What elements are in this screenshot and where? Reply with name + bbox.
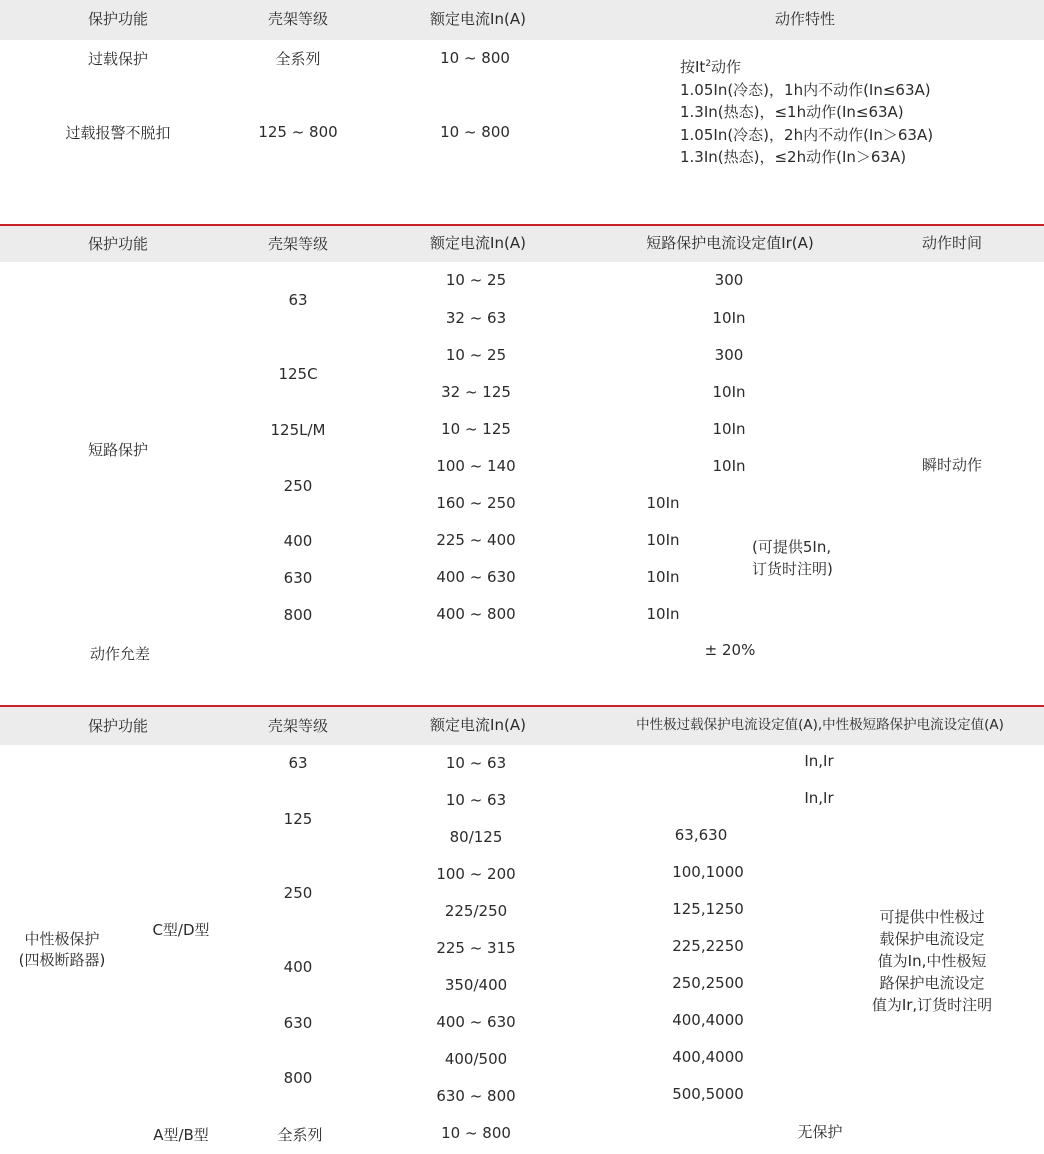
table3-current: 10 ~ 63 xyxy=(445,754,507,772)
table3-frame: 125 xyxy=(283,810,313,828)
table3-current: 100 ~ 200 xyxy=(436,865,516,883)
table3-frame: 800 xyxy=(283,1069,313,1087)
table2-header-function: 保护功能 xyxy=(87,235,149,253)
note-line: 载保护电流设定 xyxy=(879,930,985,948)
table1-header-current: 额定电流In(A) xyxy=(430,10,526,28)
characteristic-line: 1.3In(热态)，≤1h动作(In≤63A) xyxy=(680,103,904,121)
table3-setting: 400,4000 xyxy=(672,1048,744,1066)
table2-frame: 630 xyxy=(283,569,313,587)
table2-function: 短路保护 xyxy=(87,441,149,459)
table3-frame: 250 xyxy=(283,884,313,902)
table3-setting: 225,2250 xyxy=(672,937,744,955)
table2-header-action-time: 动作时间 xyxy=(921,234,983,252)
table3-setting: 250,2500 xyxy=(672,974,744,992)
table2-current: 10 ~ 25 xyxy=(445,271,507,289)
table1-header-function: 保护功能 xyxy=(87,10,149,28)
table2-current: 100 ~ 140 xyxy=(436,457,516,475)
table2-setting: 300 xyxy=(714,271,744,289)
table2-frame: 125C xyxy=(278,365,318,383)
table3-setting: 100,1000 xyxy=(672,863,744,881)
table2-tolerance-value: ± 20% xyxy=(704,641,756,659)
table3-header-setting: 中性极过载保护电流设定值(A),中性极短路保护电流设定值(A) xyxy=(636,717,1004,733)
table3-setting: In,Ir xyxy=(804,789,834,807)
table3-current: 10 ~ 63 xyxy=(445,791,507,809)
table2-frame: 63 xyxy=(288,291,308,309)
table2-action-time: 瞬时动作 xyxy=(921,456,983,474)
table1-row1-current: 10 ~ 800 xyxy=(440,49,510,67)
table3-setting: 63,630 xyxy=(674,826,728,844)
table3-current: 225/250 xyxy=(444,902,508,920)
table3-frame: 630 xyxy=(283,1014,313,1032)
table3-setting-note xyxy=(872,906,992,1016)
table2-setting: 10In xyxy=(712,309,746,327)
note-line: 路保护电流设定 xyxy=(879,974,985,992)
characteristic-title: 按It$^2$动作 xyxy=(680,58,742,76)
note-line: 值为Ir,订货时注明 xyxy=(871,996,993,1014)
table2-current: 10 ~ 25 xyxy=(445,346,507,364)
table3-setting: 500,5000 xyxy=(672,1085,744,1103)
table2-setting: 10In xyxy=(646,568,680,586)
table3-type-ab: A型/B型 xyxy=(153,1126,209,1144)
table2-setting-note xyxy=(752,536,833,580)
table3-current: 80/125 xyxy=(449,828,503,846)
table2-setting: 10In xyxy=(712,420,746,438)
table2-tolerance-label: 动作允差 xyxy=(89,645,151,663)
table2-setting: 300 xyxy=(714,346,744,364)
table1-header-frame: 壳架等级 xyxy=(267,10,329,28)
note-line: (可提供5In, xyxy=(752,538,832,556)
table2-header-frame: 壳架等级 xyxy=(267,235,329,253)
table3-function xyxy=(19,929,106,971)
table3-header-function: 保护功能 xyxy=(87,717,149,735)
table3-header-frame: 壳架等级 xyxy=(267,717,329,735)
note-line: 可提供中性极过 xyxy=(879,908,985,926)
table3-type-cd: C型/D型 xyxy=(152,921,210,939)
table2-current: 400 ~ 630 xyxy=(436,568,516,586)
table1-row1-frame: 全系列 xyxy=(275,50,321,68)
table1-row2-current: 10 ~ 800 xyxy=(440,123,510,141)
table2-current: 225 ~ 400 xyxy=(436,531,516,549)
table3-setting: 125,1250 xyxy=(672,900,744,918)
table2-setting: 10In xyxy=(646,605,680,623)
table3-current: 350/400 xyxy=(444,976,508,994)
table2-frame: 250 xyxy=(283,477,313,495)
table3-current-ab: 10 ~ 800 xyxy=(441,1124,511,1142)
characteristic-line: 1.05In(冷态)，2h内不动作(In＞63A) xyxy=(680,125,934,144)
table2-frame: 125L/M xyxy=(270,421,326,439)
table3-setting: 400,4000 xyxy=(672,1011,744,1029)
table1-header-characteristic: 动作特性 xyxy=(774,10,836,28)
function-line: (四极断路器) xyxy=(18,951,106,969)
table2-setting: 10In xyxy=(712,457,746,475)
table3-current: 400/500 xyxy=(444,1050,508,1068)
table3-current: 630 ~ 800 xyxy=(436,1087,516,1105)
characteristic-line: 1.05In(冷态)，1h内不动作(In≤63A) xyxy=(680,80,931,99)
note-line: 值为In,中性极短 xyxy=(877,952,987,970)
table2-current: 32 ~ 125 xyxy=(441,383,511,401)
table3-current: 400 ~ 630 xyxy=(436,1013,516,1031)
characteristic-line: 1.3In(热态)，≤2h动作(In＞63A) xyxy=(680,148,907,166)
table3-current: 225 ~ 315 xyxy=(436,939,516,957)
note-line: 订货时注明) xyxy=(752,560,833,578)
table3-setting: In,Ir xyxy=(804,752,834,770)
function-line: 中性极保护 xyxy=(24,930,100,948)
table2-setting: 10In xyxy=(646,531,680,549)
table2-header-current: 额定电流In(A) xyxy=(430,234,526,252)
table3-frame-ab: 全系列 xyxy=(277,1126,323,1144)
table1-row2-function: 过载报警不脱扣 xyxy=(65,124,171,142)
table2-setting: 10In xyxy=(646,494,680,512)
table2-setting: 10In xyxy=(712,383,746,401)
table2-current: 160 ~ 250 xyxy=(436,494,516,512)
table3-setting-ab: 无保护 xyxy=(797,1123,843,1141)
table1-characteristic xyxy=(680,56,933,169)
table3-frame: 63 xyxy=(288,754,308,772)
table1-row2-frame: 125 ~ 800 xyxy=(258,123,338,141)
table3-frame: 400 xyxy=(283,958,313,976)
table2-header-setting: 短路保护电流设定值Ir(A) xyxy=(646,234,814,252)
table2-frame: 800 xyxy=(283,606,313,624)
table2-current: 10 ~ 125 xyxy=(441,420,511,438)
table2-current: 32 ~ 63 xyxy=(445,309,507,327)
table2-current: 400 ~ 800 xyxy=(436,605,516,623)
table2-frame: 400 xyxy=(283,532,313,550)
table1-row1-function: 过载保护 xyxy=(87,50,149,68)
table3-header-current: 额定电流In(A) xyxy=(430,716,526,734)
